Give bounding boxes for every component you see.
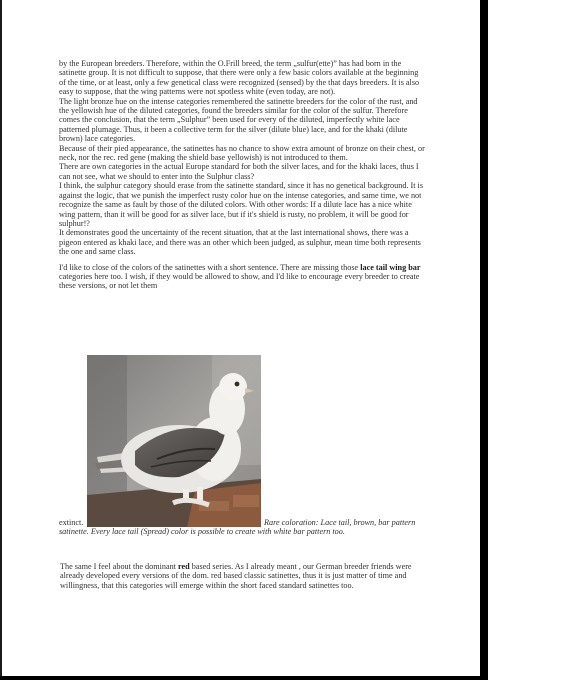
body-text-bottom xyxy=(60,562,426,590)
paragraph-light-bronze: The light bronze hue on the intense categories remembered the satinette breeders for the color of the rust, and the yellowish hue of the diluted categories, found the breeders similar for the color of the sulfur. Therefore comes the conclusion, that the term „Sulphur” been used for every of the diluted, imperfectly white lace patterned plumage. Thus, it been a collective term for the silver (dilute blue) lace, and for the khaki (dilute brown) lace categories. xyxy=(59,96,418,144)
caption-row xyxy=(59,518,425,537)
pigeon-photo xyxy=(87,355,261,527)
paragraph-dominant-red xyxy=(60,562,426,590)
final-text-start: The same I feel about the dominant xyxy=(60,562,178,571)
paragraph-sulphur-erase: I think, the sulphur category should erase from the satinette standard, since it has no genetical background. It is against the logic, that we punish the imperfect rusty color hue on the intense categories, and same time, we not recognize the same as fault by those of the diluted colors. With other words: If a dilute lace has a nice white wing pattern, than it will be good for as silver lace, but if it's shield is rusty, no problem, it will be good for sulphur!? xyxy=(59,181,424,228)
paragraph-uncertainty: It demonstrates good the uncertainty of the recent situation, that at the last international shows, there was a pigeon entered as khaki lace, and there was an other which been judged, as sulphur, mean time both represents the one and same class. xyxy=(59,228,421,257)
final-bold-term: red xyxy=(178,562,190,571)
bottom-border xyxy=(0,676,484,680)
document-page xyxy=(2,0,480,676)
body-text-top xyxy=(59,59,425,291)
paragraph-european-breeders: by the European breeders. Therefore, within the O.Frill breed, the term „sulfur(ette)” has had born in the satinette group. It is not difficult to suppose, that there were only a few basic colors available at the beginning of the time, or at least, only a few genetical class were recognized (sensed) by the that days breeders. It is also easy to suppose, that the wing patterns were not spotless white (even today, are not). xyxy=(59,59,420,97)
pigeon-illustration xyxy=(87,355,261,527)
photo-caption: Rare coloration: Lace tail, brown, bar pattern satinette. Every lace tail (Spread) color is possible to create with white bar pattern too. xyxy=(59,518,416,537)
closing-text-end: categories here too. I wish, if they would be allowed to show, and I'd like to encourage every breeder to create these versions, or not let them xyxy=(59,271,420,291)
paragraph-closing xyxy=(59,263,425,291)
right-scroll-band[interactable] xyxy=(480,0,488,680)
extinct-word: extinct. xyxy=(59,518,84,527)
final-text-end: based series. As I already meant , our German breeder friends were already developed every versions of the dom. red based classic satinettes, thus it is just matter of time and willingness, that this categories will emerge within the short faced standard satinettes too. xyxy=(60,562,412,590)
closing-bold-term: lace tail wing bar xyxy=(360,262,421,272)
paragraph-own-categories: There are own categories in the actual Europe standard for both the silver laces, and for the khaki laces, thus I can not see, what we should to enter into the Sulphur class? xyxy=(59,162,419,181)
closing-text-start: I'd like to close of the colors of the satinettes with a short sentence. There are missing those xyxy=(59,262,361,272)
paragraph-pied-appearance: Because of their pied appearance, the satinettes has no chance to show extra amount of bronze on their chest, or neck, nor the rec. red gene (making the shield base yellowish) is not introduced to them. xyxy=(59,143,425,163)
